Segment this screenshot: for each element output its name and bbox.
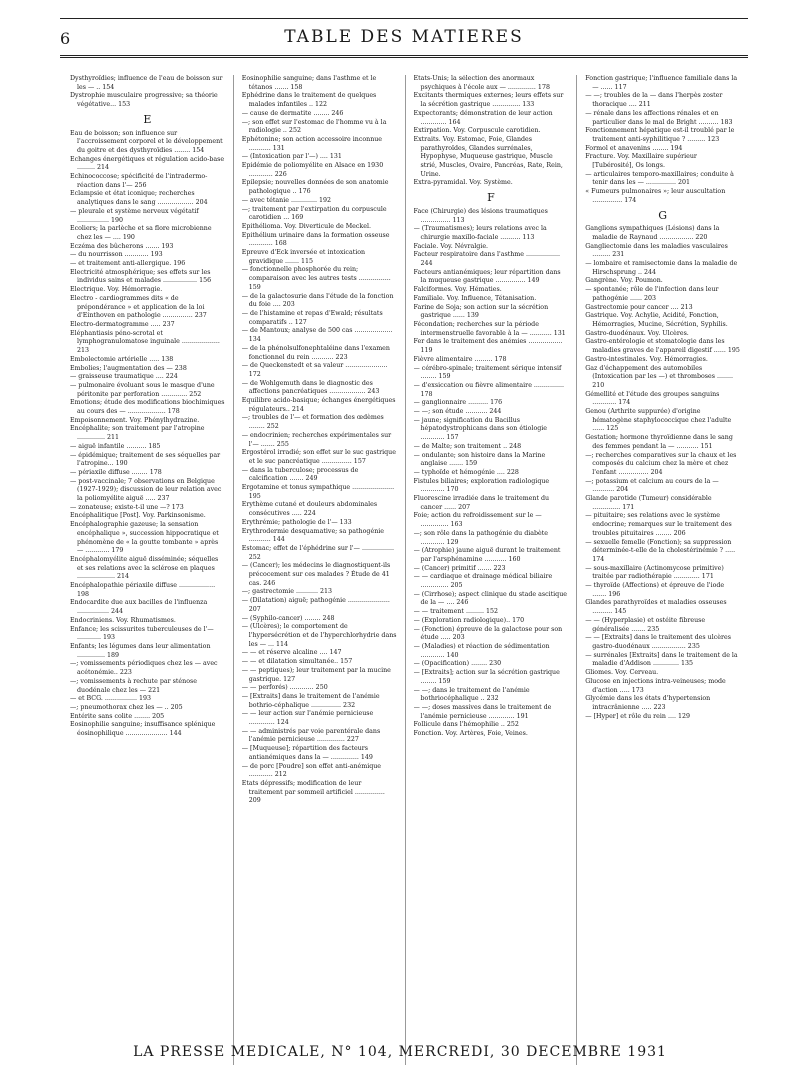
index-entry: — [Muqueuse]; répartition des facteurs antianémiques dans la — .............. 149 xyxy=(241,745,373,761)
index-entry: Genou (Arthrite suppurée) d'origine hématogène staphylococcique chez l'adulte ...... 125 xyxy=(585,408,732,433)
index-entry: — pulmonaire évoluant sous le masque d'une péritonite par perforation ............. 252 xyxy=(70,381,215,398)
index-entry: — — cardiaque et drainage médical biliaire .............. 205 xyxy=(413,573,553,590)
index-columns xyxy=(70,75,740,1065)
index-entry: — cause de dermatite ........ 246 xyxy=(241,109,344,117)
index-entry: — spontanée; rôle de l'infection dans leur pathogénie ...... 203 xyxy=(585,286,719,302)
index-entry: — de Mantoux; analyse de 500 cas ................... 134 xyxy=(241,327,393,344)
index-column-1 xyxy=(70,75,225,1065)
index-entry: Embolies; l'augmentation des — 238 xyxy=(70,364,187,372)
index-column-2 xyxy=(242,75,397,1065)
index-entry: Erythème cutané et douleurs abdominales consécutives ..... 224 xyxy=(241,501,378,518)
index-entry: —; pneumothorax chez les — .. 205 xyxy=(70,703,183,711)
index-entry: Encéphalomyélite aiguë disséminée; séquelles et ses relations avec la sclérose en plaques ................... 214 xyxy=(70,555,219,581)
index-entry: — (Intoxication par l'—) .... 131 xyxy=(241,153,342,161)
index-entry: Endocardite due aux bacilles de l'influenza ................ 244 xyxy=(70,599,208,616)
index-entry: Ganglions sympathiques (Lésions) dans la maladie de Raynaud ................. 220 xyxy=(585,225,720,241)
index-entry: — jaune; signification du Bacillus hépatodystrophicans dans son étiologie ............ 157 xyxy=(413,416,548,442)
index-entry: — — et dilatation simultanée.. 157 xyxy=(241,658,353,666)
index-entry: — post-vaccinale; 7 observations en Belgique (1927-1929); discussion de leur relation avec la poliomyélite aiguë ..... 237 xyxy=(70,477,222,503)
index-entry: — avec tétanie ............. 192 xyxy=(241,196,331,204)
index-entry: Gestation; hormone thyroïdienne dans le sang des femmes pendant la — ........... 151 xyxy=(585,434,733,450)
index-entry: — — peptiques); leur traitement par la mucine gastrique. 127 xyxy=(241,666,391,683)
index-entry: — (Syphilo-cancer) ........ 248 xyxy=(241,614,335,622)
page-header xyxy=(60,27,748,51)
index-entry: Follicule dans l'hémophilie .. 252 xyxy=(413,721,519,729)
index-entry: — sous-maxillaire (Actinomycose primitive) traitée par radiothérapie ............. 171 xyxy=(585,564,724,581)
index-column-3 xyxy=(414,75,569,1065)
index-entry: — —; dans le traitement de l'anémie bothriocéphalique .. 232 xyxy=(413,686,530,703)
index-entry: — fonctionnelle phosphorée du rein; comparaison avec les autres tests ................ 159 xyxy=(241,266,391,291)
index-entry: Foie; action du refroidissement sur le — .............. 163 xyxy=(413,512,542,529)
index-entry: — (Cancer) primitif ....... 223 xyxy=(413,564,506,572)
index-entry: Eczéma des bûcherons ....... 193 xyxy=(70,242,174,250)
index-entry: Encéphalopathie périaxile diffuse .................. 198 xyxy=(70,582,216,598)
index-entry: — (Maladies) et réaction de sédimentation ............ 140 xyxy=(413,643,550,659)
index-entry: Gaz d'échappement des automobiles (Intoxication par les —) et thromboses ........ 210 xyxy=(585,364,733,389)
index-entry: Fonctionnement hépatique est-il troublé par le traitement anti-syphilitique ? ......... 123 xyxy=(585,127,735,143)
section-letter: F xyxy=(487,191,495,205)
index-entry: — — traitement ......... 152 xyxy=(413,608,498,616)
index-entry: — (Atrophie) jaune aiguë durant le traitement par l'arsphénamine ........... 160 xyxy=(413,547,561,563)
column-divider xyxy=(576,75,577,1065)
index-entry: Fer dans le traitement des anémies ................. 119 xyxy=(413,338,563,355)
index-entry: Entérite sans colite ........ 205 xyxy=(70,712,165,720)
index-entry: — thyroïde (Affections) et épreuve de l'iode ....... 196 xyxy=(585,582,725,598)
index-entry: Extirpation. Voy. Corpuscule carotidien. xyxy=(413,127,541,135)
index-entry: Echanges énergétiques et régulation acido-base ......... 214 xyxy=(70,155,225,172)
index-entry: — endocrinien; recherches expérimentales sur l'— ....... 255 xyxy=(241,431,392,448)
index-entry: Falciformes. Voy. Hématies. xyxy=(413,286,502,294)
index-entry: Gastrectomie pour cancer .... 213 xyxy=(585,303,693,311)
index-entry: — typhoïde et hémogénie .... 228 xyxy=(413,468,519,476)
index-entry: Echinococcose; spécificité de l'intradermo-réaction dans l'— 256 xyxy=(70,173,208,189)
index-entry: — [Extraits]; action sur la sécrétion gastrique ........ 159 xyxy=(413,669,560,685)
index-entry: —; vomissements à rechute par sténose duodénale chez les — 221 xyxy=(70,677,197,694)
index-entry: Ergostérol irradié; son effet sur le suc gastrique et le suc pancréatique ............... 157 xyxy=(241,449,396,465)
index-entry: —; traitement par l'extirpation du corpuscule carotidien ... 169 xyxy=(241,205,387,222)
index-entry: Glucose en injections intra-veineuses; mode d'action ..... 173 xyxy=(585,677,726,694)
index-entry: Gastrique. Voy. Achylie, Acidité, Fonction, Hémorragies, Mucine, Sécrétion, Syphilis. xyxy=(585,312,728,328)
index-entry: Gangliectomie dans les maladies vasculaires ......... 231 xyxy=(585,242,728,259)
index-entry: —; recherches comparatives sur la chaux et les composés du calcium chez la mère et chez l'enfant ............... 204 xyxy=(585,451,737,476)
index-entry: — — leur action sur l'anémie pernicieuse ............. 124 xyxy=(241,710,374,727)
index-entry: — — administrés par voie parentérale dans l'anémie pernicieuse .............. 227 xyxy=(241,727,381,744)
index-entry: — lombaire et ramisectomie dans la maladie de Hirschsprung .. 244 xyxy=(585,260,738,276)
index-entry: Fièvre alimentaire ......... 178 xyxy=(413,355,507,363)
index-entry: Excitants thermiques externes; leurs effets sur la sécrétion gastrique .............. 133 xyxy=(413,92,564,109)
index-column-4 xyxy=(585,75,740,1065)
index-entry: — cérébro-spinale; traitement sérique intensif ........ 159 xyxy=(413,364,562,381)
index-entry: — de porc [Poudre] son effet anti-anémique ............ 212 xyxy=(241,762,382,779)
index-entry: — — (Hyperplasie) et ostéite fibreuse généralisée ....... 235 xyxy=(585,616,706,633)
index-entry: Electricité atmosphérique; ses effets sur les individus sains et malades ................. 156 xyxy=(70,268,212,285)
index-entry: —; potassium et calcium au cours de la — ........... 204 xyxy=(585,477,719,494)
index-entry: — zonateuse; existe-t-il une —? 173 xyxy=(70,503,184,511)
index-entry: — de la galactosurie dans l'étude de la fonction du foie .... 203 xyxy=(241,292,394,309)
index-entry: — du nourrisson ............ 193 xyxy=(70,251,163,259)
index-entry: Electro-dermatogramme ..... 237 xyxy=(70,320,175,328)
index-entry: — — [Extraits] dans le traitement des ulcères gastro-duodénaux ................. 235 xyxy=(585,634,731,650)
index-entry: Ephétonine; son action accessoire inconnue ........... 131 xyxy=(241,135,383,152)
index-entry: — —; son étude ........... 244 xyxy=(413,408,502,416)
index-entry: Expectorants; démonstration de leur action ............. 164 xyxy=(413,109,553,126)
index-entry: Embolectomie artérielle ..... 138 xyxy=(70,355,174,363)
index-entry: Face (Chirurgie) des lésions traumatiques ............... 113 xyxy=(413,207,548,224)
index-entry: Fonction. Voy. Artères, Foie, Veines. xyxy=(413,730,528,738)
index-entry: Etats-Unis; la sélection des anormaux psychiques à l'école aux — .............. 178 xyxy=(413,75,550,91)
index-entry: Erythrémie; pathologie de l'— 133 xyxy=(241,518,352,526)
index-entry: Erythrodermie desquamative; sa pathogénie ........... 144 xyxy=(241,527,384,544)
index-entry: — pituitaire; ses relations avec le système endocrine; remarques sur le traitement des troubles pituitaires ........ 206 xyxy=(585,512,732,537)
index-entry: — surrénales [Extraits] dans le traitement de la maladie d'Addison ............. 135 xyxy=(585,651,738,668)
index-entry: — —; doses massives dans le traitement de l'anémie pernicieuse ............. 191 xyxy=(413,703,552,720)
index-entry: Dystrophie musculaire progressive; sa théorie végétative... 153 xyxy=(70,92,218,109)
index-entry: Epithélium urinaire dans la formation osseuse ............ 168 xyxy=(241,231,390,248)
index-entry: Familiale. Voy. Influence, Tétanisation. xyxy=(413,294,537,302)
index-entry: — dans la tuberculose; processus de calcification ....... 249 xyxy=(241,466,359,483)
index-entry: Gangrène. Voy. Poumon. xyxy=(585,277,663,285)
index-entry: — (Ulcères); le comportement de l'hypersécrétion et de l'hyperchlorhydrie dans les — ... 114 xyxy=(241,623,397,648)
index-entry: — pleurale et système nerveux végétatif ................ 190 xyxy=(70,207,199,224)
index-entry: — et BCG. ................ 193 xyxy=(70,695,151,703)
index-entry: — —; troubles de la — dans l'herpès zoster thoracique .... 211 xyxy=(585,92,723,109)
top-rule xyxy=(60,18,748,19)
index-entry: Gliomes. Voy. Cerveau. xyxy=(585,669,659,677)
index-entry: Fonction gastrique; l'influence familiale dans la — ...... 117 xyxy=(585,75,738,91)
index-entry: — — et réserve alcaline .... 147 xyxy=(241,649,342,657)
index-entry: Eléphantiasis péno-scrotal et lymphogranulomatose inguinale ................... 213 xyxy=(70,329,220,355)
index-entry: — (Cancer); les médecins le diagnostiquent-ils précocement sur ces malades ? Étude de 41 cas. 246 xyxy=(241,562,391,587)
index-entry: —; son effet sur l'estomac de l'homme vu à la radiologie .. 252 xyxy=(241,118,387,135)
index-entry: Electrique. Voy. Hémorragie. xyxy=(70,286,163,294)
index-entry: — (Exploration radiologique).. 170 xyxy=(413,616,525,624)
index-entry: — articulaires temporo-maxillaires; conduite à tenir dans les — ............... 201 xyxy=(585,170,734,187)
index-entry: — — perforés) ............ 250 xyxy=(241,684,328,692)
index-entry: Farine de Soja; son action sur la sécrétion gastrique ...... 139 xyxy=(413,303,549,320)
index-entry: — (Opacification) ........ 230 xyxy=(413,660,502,668)
index-entry: Enfants; les légumes dans leur alimentation .............. 189 xyxy=(70,643,211,659)
index-entry: — de l'histamine et repas d'Ewald; résultats comparatifs .. 127 xyxy=(241,309,383,326)
index-entry: Encéphalographie gazeuse; la sensation encéphalique », succession hippocratique et phénomène de « la goutte tombante » après — ............ 179 xyxy=(70,521,219,555)
index-entry: « Fumeurs pulmonaires »; leur auscultation ............... 174 xyxy=(585,188,726,204)
index-entry: — de Malte; son traitement .. 248 xyxy=(413,442,522,450)
header-rule xyxy=(60,55,748,58)
index-entry: — périaxile diffuse ........ 178 xyxy=(70,468,162,476)
index-entry: Glande parotide (Tumeur) considérable .............. 171 xyxy=(585,495,712,511)
page-number: 6 xyxy=(60,29,71,48)
index-entry: Gastro-duodénaux. Voy. Ulcères. xyxy=(585,329,689,337)
index-entry: — aiguë infantile .......... 185 xyxy=(70,442,161,450)
index-entry: —; vomissements périodiques chez les — avec acétonémie.. 223 xyxy=(70,660,218,677)
index-entry: Facteurs antianémiques; leur répartition dans la muqueuse gastrique ............... 149 xyxy=(413,268,561,285)
index-entry: Encéphalitique [Post]. Voy. Parkinsonisme. xyxy=(70,512,206,520)
index-entry: Formol et anavenins ........ 194 xyxy=(585,144,683,152)
index-entry: — ondulante; son histoire dans la Marine anglaise ....... 159 xyxy=(413,451,546,468)
section-letter: E xyxy=(143,112,152,126)
index-entry: Extra-pyramidal. Voy. Système. xyxy=(413,179,513,187)
index-entry: — et traitement anti-allergique. 196 xyxy=(70,260,186,268)
index-entry: Dysthyroïdies; influence de l'eau de boisson sur les — .. 154 xyxy=(70,75,223,91)
index-entry: —; son rôle dans la pathogénie du diabète ............ 129 xyxy=(413,529,549,546)
index-entry: Enfance; les scissurites tuberculeuses de l'— ............ 193 xyxy=(70,625,214,642)
index-entry: Gastro-intestinales. Voy. Hémorragies. xyxy=(585,355,708,363)
index-entry: Emotions; étude des modifications biochimiques au cours des — ................... 178 xyxy=(70,399,225,416)
index-entry: Epithélioma. Voy. Diverticule de Meckel. xyxy=(241,222,371,230)
index-entry: Fécondation; recherches sur la période intermenstruelle favorable à la — ........... 131 xyxy=(413,320,566,337)
index-entry: Etats dépressifs; modification de leur traitement par sommeil artificiel ............... 209 xyxy=(241,779,385,805)
index-entry: Fistules biliaires; exploration radiologique ............ 170 xyxy=(413,477,550,494)
page-title: TABLE DES MATIERES xyxy=(284,27,524,47)
index-entry: Eau de boisson; son influence sur l'accroissement corporel et le développement du goitre et des dysthyroïdies ........ 154 xyxy=(70,129,223,154)
index-entry: — de Wohlgemuth dans le diagnostic des affections pancréatiques .................. 243 xyxy=(241,379,380,396)
index-entry: — [Extraits] dans le traitement de l'anémie bothrio-céphalique ............... 232 xyxy=(241,692,380,709)
index-entry: —; gastrectomie ........... 213 xyxy=(241,588,333,596)
index-entry: — (Dilatation) aiguë; pathogénie ..................... 207 xyxy=(241,597,390,613)
index-entry: — (Traumatismes); leurs relations avec la chirurgie maxillo-faciale .......... 113 xyxy=(413,225,547,241)
index-entry: — de la phénolsulfonephtaléine dans l'examen fonctionnel du rein ........... 223 xyxy=(241,344,390,361)
index-entry: — rénale dans les affections rénales et en particulier dans le mal de Bright .......... 183 xyxy=(585,109,733,126)
index-entry: Extraits. Voy. Estomac, Foie, Glandes parathyroïdes, Glandes surrénales, Hypophyse, Muqueuse gastrique, Muscle strié, Muscles, Ovaire, Pancréas, Rate, Rein, Urine. xyxy=(413,135,563,178)
section-letter: G xyxy=(658,208,668,222)
index-entry: Facteur respiratoire dans l'asthme ................. 244 xyxy=(413,251,561,268)
index-entry: — (Cirrhose); aspect clinique du stade ascitique de la — .... 246 xyxy=(413,590,567,607)
page-footer: LA PRESSE MEDICALE, N° 104, MERCREDI, 30 DECEMBRE 1931 xyxy=(133,1044,667,1060)
index-entry: Eclampsie et état iconique; recherches analytiques dans le sang .................. 204 xyxy=(70,190,208,207)
index-entry: — d'exsiccation ou fièvre alimentaire ............... 178 xyxy=(413,381,564,398)
index-entry: Ergotamine et tonus sympathique ..................... 195 xyxy=(241,484,395,500)
index-entry: Fracture. Voy. Maxillaire supérieur [Tubérosité], Os longs. xyxy=(585,153,697,170)
index-entry: Faciale. Voy. Névralgie. xyxy=(413,242,489,250)
index-entry: — (Fonction) épreuve de la galactose pour son étude ..... 203 xyxy=(413,625,563,642)
index-entry: — graisseuse traumatique .... 224 xyxy=(70,373,178,381)
index-entry: — [Hyper] et rôle du rein .... 129 xyxy=(585,712,691,720)
index-entry: — ganglionnaire .......... 176 xyxy=(413,399,503,407)
index-entry: Estomac; effet de l'éphédrine sur l'— ................ 252 xyxy=(241,544,394,561)
index-entry: Ecoliers; la parlèche et sa flore microbienne chez les — .... 190 xyxy=(70,225,212,241)
index-entry: Eosinophilie sanguine; dans l'asthme et le tétanos ....... 158 xyxy=(241,75,377,91)
index-entry: Epidémie de poliomyélite en Alsace en 1930 ............ 226 xyxy=(241,162,384,178)
index-entry: Ephédrine dans le traitement de quelques malades infantiles .. 122 xyxy=(241,92,377,109)
column-divider xyxy=(233,75,234,1065)
index-entry: Fluorescine irradiée dans le traitement du cancer ...... 207 xyxy=(413,495,550,511)
index-entry: — sexuelle femelle (Fonction); sa suppression déterminée-t-elle de la cholestérinémie ? ..... 174 xyxy=(585,538,736,563)
index-entry: Empoisonnement. Voy. Phénylhydrazine. xyxy=(70,416,200,424)
index-entry: —; troubles de l'— et formation des œdèmes ........ 252 xyxy=(241,414,384,431)
index-entry: Glycémie dans les états d'hypertension intracrânienne ..... 223 xyxy=(585,695,711,711)
index-entry: Eosinophilie sanguine; insuffisance splénique éosinophilique ..................... 144 xyxy=(70,721,216,738)
index-entry: Endocriniens. Voy. Rhumatismes. xyxy=(70,616,176,624)
index-entry: Epreuve d'Eck inversée et intoxication gravidique ....... 115 xyxy=(241,249,366,265)
index-entry: Gastro-entérologie et stomatologie dans les maladies graves de l'appareil digestif ...... 195 xyxy=(585,338,740,355)
index-entry: Glandes parathyroïdes et maladies osseuses .......... 145 xyxy=(585,599,727,616)
index-entry: Equilibre acido-basique; échanges énergétiques régulateurs.. 214 xyxy=(241,397,396,413)
index-entry: — de Queckenstedt et sa valeur ..................... 172 xyxy=(241,362,388,378)
column-divider xyxy=(405,75,406,1065)
index-entry: — épidémique; traitement de ses séquelles par l'atropine... 190 xyxy=(70,451,221,468)
index-entry: Encéphalite; son traitement par l'atropine .............. 211 xyxy=(70,425,205,442)
index-entry: Epilepsie; nouvelles données de son anatomie pathologique .. 176 xyxy=(241,179,389,196)
index-entry: Gémellité et l'étude des groupes sanguins ............ 174 xyxy=(585,390,720,407)
index-entry: Electro - cardiogrammes dits « de prépondérance » et application de la loi d'Einthoven en pathologie ............... 237 xyxy=(70,294,207,320)
